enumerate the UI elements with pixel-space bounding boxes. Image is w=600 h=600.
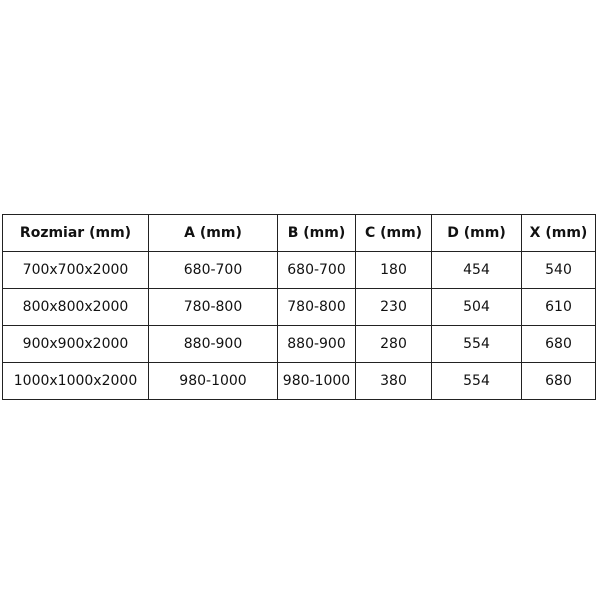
cell-b: 880-900 — [278, 326, 356, 363]
header-row — [3, 215, 596, 252]
cell-a: 680-700 — [149, 252, 278, 289]
cell-c: 180 — [356, 252, 432, 289]
table-row — [3, 289, 596, 326]
cell-x: 540 — [522, 252, 596, 289]
header-a: A (mm) — [149, 215, 278, 252]
cell-d: 554 — [432, 326, 522, 363]
table-row — [3, 363, 596, 400]
cell-d: 454 — [432, 252, 522, 289]
cell-c: 380 — [356, 363, 432, 400]
cell-c: 230 — [356, 289, 432, 326]
cell-rozmiar: 700x700x2000 — [3, 252, 149, 289]
cell-d: 554 — [432, 363, 522, 400]
header-b: B (mm) — [278, 215, 356, 252]
cell-x: 610 — [522, 289, 596, 326]
header-x: X (mm) — [522, 215, 596, 252]
dimensions-table — [2, 214, 596, 400]
header-d: D (mm) — [432, 215, 522, 252]
cell-x: 680 — [522, 326, 596, 363]
header-rozmiar: Rozmiar (mm) — [3, 215, 149, 252]
cell-b: 980-1000 — [278, 363, 356, 400]
table-row — [3, 252, 596, 289]
cell-rozmiar: 1000x1000x2000 — [3, 363, 149, 400]
cell-rozmiar: 800x800x2000 — [3, 289, 149, 326]
cell-a: 880-900 — [149, 326, 278, 363]
cell-c: 280 — [356, 326, 432, 363]
table-row — [3, 326, 596, 363]
cell-a: 980-1000 — [149, 363, 278, 400]
cell-d: 504 — [432, 289, 522, 326]
cell-b: 780-800 — [278, 289, 356, 326]
table-body — [3, 252, 596, 400]
table-header — [3, 215, 596, 252]
cell-a: 780-800 — [149, 289, 278, 326]
header-c: C (mm) — [356, 215, 432, 252]
cell-rozmiar: 900x900x2000 — [3, 326, 149, 363]
cell-x: 680 — [522, 363, 596, 400]
cell-b: 680-700 — [278, 252, 356, 289]
